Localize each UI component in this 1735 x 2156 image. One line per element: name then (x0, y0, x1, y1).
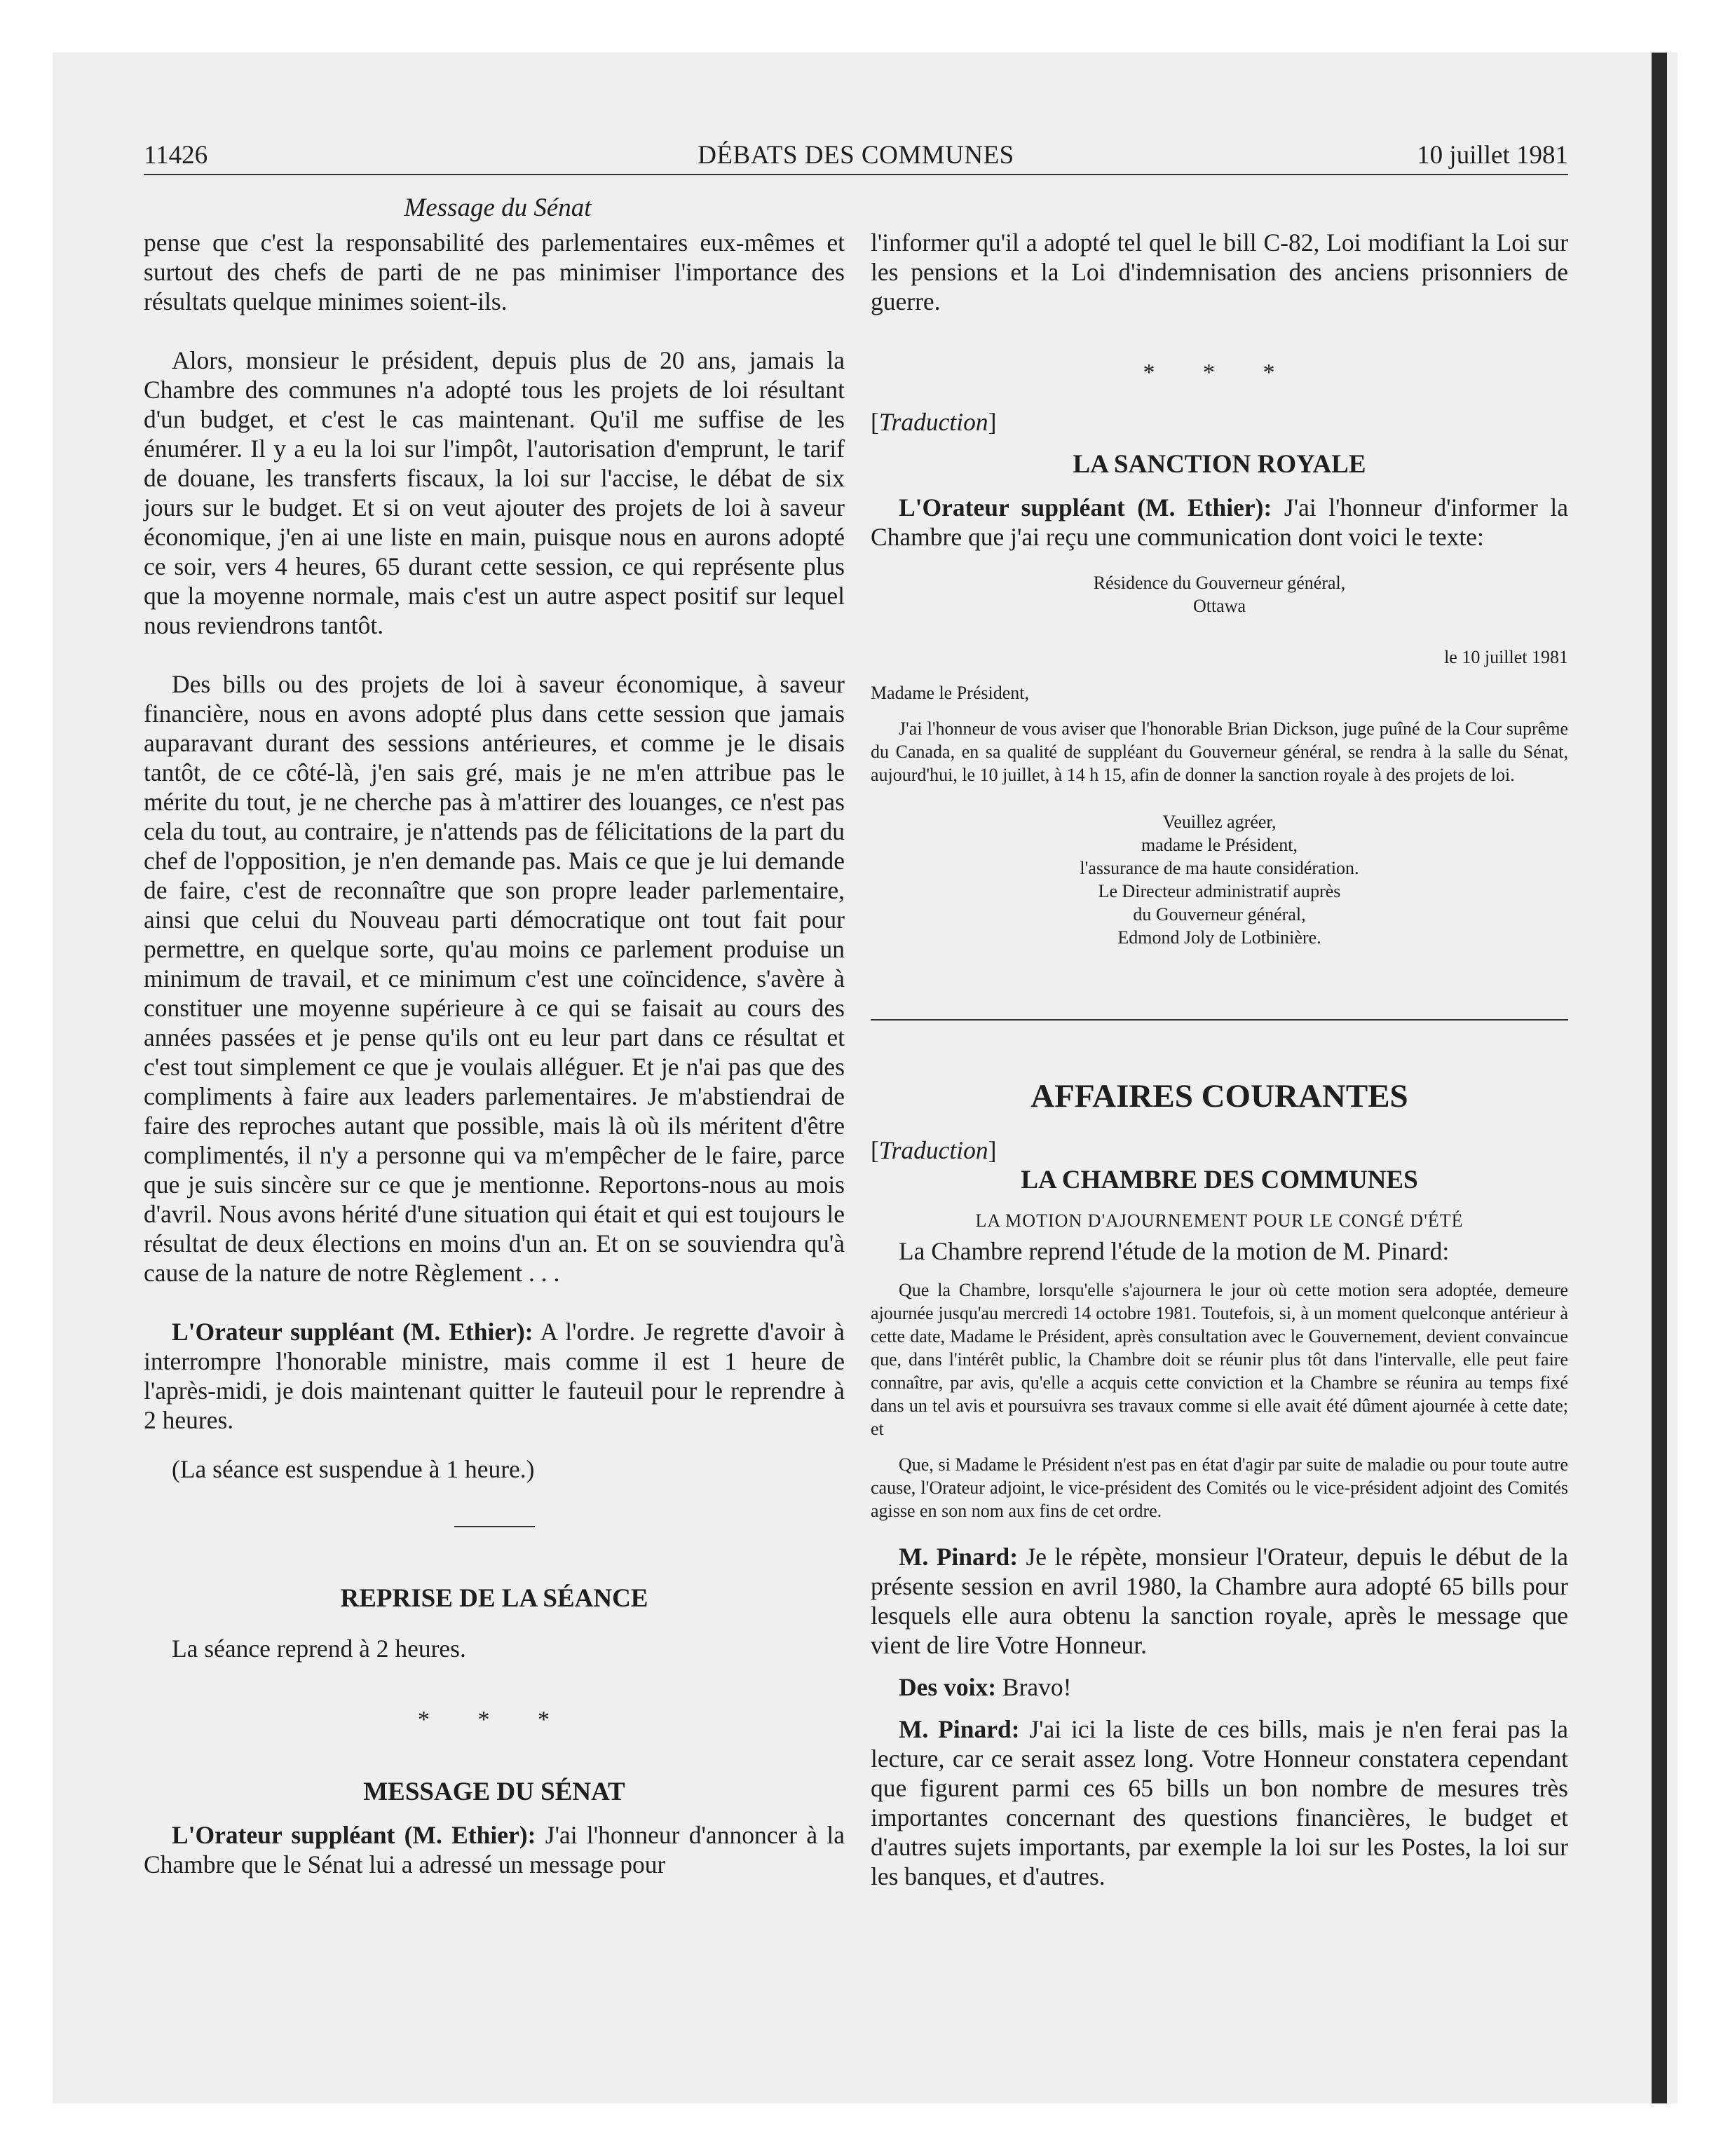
closing-line: Le Directeur administratif auprès (1098, 881, 1341, 901)
publication-title: DÉBATS DES COMMUNES (698, 141, 1014, 170)
letter-address-line: Résidence du Gouverneur général, (1093, 573, 1346, 593)
speaker-name: L'Orateur suppléant (M. Ethier): (172, 1821, 536, 1849)
paragraph (871, 1542, 1568, 1660)
speech-text: Bravo! (1002, 1673, 1072, 1701)
speaker-name: L'Orateur suppléant (M. Ethier): (172, 1318, 533, 1346)
paragraph: pense que c'est la responsabilité des parlementaires eux-mêmes et surtout des chefs de parti de ne pas minimiser l'importance des résultats quelque minimes soient-ils. (144, 228, 845, 315)
subheading: LA MOTION D'AJOURNEMENT POUR LE CONGÉ D'ÉTÉ (975, 1210, 1464, 1231)
section-stars: * * * (418, 1707, 571, 1733)
paragraph (871, 1714, 1568, 1891)
paragraph (144, 1317, 845, 1435)
paragraph (144, 1820, 845, 1879)
page-number: 11426 (144, 141, 208, 170)
section-divider (144, 1526, 845, 1527)
speech-text: J'ai ici la liste de ces bills, mais je n'en ferai pas la lecture, car ce serait assez long. Votre Honneur constatera cependant que figurent parmi ces 65 bills un bon nombre de mesures très importantes concernant des questions financières, le budget et d'autres sujets importants, par exemple la loi sur les Postes, la loi sur les banques, et d'autres. (871, 1715, 1568, 1890)
motion-paragraph: Que la Chambre, lorsqu'elle s'ajournera le jour où cette motion sera adoptée, demeure ajournée jusqu'au mercredi 14 octobre 1981. Toutefois, si, à un moment quelconque antérieur à cette date, Madame le Président, après consultation avec le Gouvernement, devient convaincue que, dans l'intérêt public, la Chambre doit se réunir plus tôt dans l'intervalle, elle peut faire connaître, par avis, qu'elle a acquis cette conviction et la Chambre se réunira au temps fixé dans un tel avis et poursuivra ses travaux comme si elle avait été dûment ajournée à cette date; et (871, 1280, 1568, 1439)
letter-closing (871, 810, 1568, 949)
speech-text: Je le répète, monsieur l'Orateur, depuis le début de la présente session en avril 1980, la Chambre aura adopté 65 bills pour lesquels elle aura obtenu la sanction royale, après le message que vient de lire Votre Honneur. (871, 1543, 1569, 1659)
closing-line: Edmond Joly de Lotbinière. (1117, 927, 1321, 948)
paragraph (871, 493, 1568, 552)
translation-label: Traduction (878, 408, 988, 436)
page-header (144, 140, 1568, 175)
letter-salutation: Madame le Président, (871, 683, 1029, 703)
speech-text: J'ai l'honneur d'annoncer à la Chambre que le Sénat lui a adressé un message pour (144, 1821, 845, 1878)
closing-line: l'assurance de ma haute considération. (1080, 858, 1359, 878)
speaker-name: Des voix: (899, 1673, 997, 1701)
closing-line: du Gouverneur général, (1133, 904, 1306, 925)
translation-label: Traduction (878, 1136, 988, 1164)
major-heading: AFFAIRES COURANTES (1030, 1078, 1408, 1114)
letter-body: J'ai l'honneur de vous aviser que l'honorable Brian Dickson, juge puîné de la Cour suprême du Canada, en sa qualité de suppléant du Gouverneur général, se rendra à la salle du Sénat, aujourd'hui, le 10 juillet, à 14 h 15, afin de donner la sanction royale à des projets de loi. (871, 718, 1568, 785)
paragraph: La séance reprend à 2 heures. (172, 1635, 466, 1663)
section-heading: LA CHAMBRE DES COMMUNES (1021, 1166, 1418, 1194)
right-column (871, 228, 1568, 1891)
speech-text: J'ai l'honneur d'informer la Chambre que j'ai reçu une communication dont voici le texte: (871, 493, 1569, 551)
header-date: 10 juillet 1981 (1417, 141, 1568, 170)
speaker-name: L'Orateur suppléant (M. Ethier): (899, 493, 1272, 521)
section-heading: REPRISE DE LA SÉANCE (340, 1584, 648, 1613)
paragraph: Alors, monsieur le président, depuis plus de 20 ans, jamais la Chambre des communes n'a adopté tous les projets de loi résultant d'un budget, et c'est le cas maintenant. Qu'il me suffise de les énumérer. Il y a eu la loi sur l'impôt, l'autorisation d'emprunt, le tarif de douane, les transferts fiscaux, la loi sur l'accise, le débat de six jours sur le budget. Et si on veut ajouter des projets de loi à saveur économique, j'en ai une liste en main, puisque nous en aurons adopté ce soir, vers 4 heures, 65 durant cette session, ce qui représente plus que la moyenne normale, mais c'est un autre aspect positif sur lequel nous reviendrons tantôt. (144, 346, 845, 639)
motion-text (871, 1278, 1568, 1522)
running-head: Message du Sénat (404, 193, 592, 222)
paragraph (871, 1672, 1568, 1702)
speaker-name: M. Pinard: (899, 1543, 1019, 1571)
section-divider (871, 1019, 1568, 1021)
paragraph: La Chambre reprend l'étude de la motion de M. Pinard: (899, 1237, 1450, 1265)
motion-paragraph: Que, si Madame le Président n'est pas en état d'agir par suite de maladie ou pour toute autre cause, l'Orateur adjoint, le vice-président des Comités ou le vice-président adjoint des Comités agisse en son nom aux fins de cet ordre. (871, 1454, 1568, 1521)
section-stars: * * * (1143, 360, 1296, 386)
left-column (144, 228, 845, 1879)
speech-text: A l'ordre. Je regrette d'avoir à interrompre l'honorable ministre, mais comme il est 1 heure de l'après-midi, je dois maintenant quitter le fauteuil pour le reprendre à 2 heures. (144, 1318, 845, 1434)
header-rule (144, 174, 1568, 175)
translation-note: [Traduction] (871, 408, 997, 436)
letter (871, 571, 1568, 949)
section-heading: LA SANCTION ROYALE (1073, 450, 1366, 479)
paragraph: Des bills ou des projets de loi à saveur économique, à saveur financière, nous en avons adopté plus dans cette session que jamais auparavant durant des sessions antérieures, et comme je le disais tantôt, de ce côté-là, j'en sais gré, mais je ne m'en attribue pas le mérite du tout, je ne cherche pas à m'attirer des louanges, ce n'est pas cela du tout, au contraire, je n'attends pas de félicitations de la part du chef de l'opposition, je n'en demande pas. Mais ce que je lui demande de faire, c'est de reconnaître que son propre leader parlementaire, ainsi que celui du Nouveau parti démocratique ont tout fait pour permettre, en quelque sorte, qu'au moins ce parlement produise un minimum de travail, et ce minimum c'est une coïncidence, s'avère à constituer une moyenne supérieure à ce qui se faisait au cours des années passées et je pense qu'ils ont eu leur part dans ce résultat et c'est tout simplement ce que je voulais alléguer. Et je n'ai pas que des compliments à faire aux leaders parlementaires. Je m'abstiendrai de faire des reproches autant que possible, mais là où ils méritent d'être complimentés, il n'y a personne qui va m'empêcher de le faire, parce que je suis sincère sur ce que je mentionne. Reportons-nous au mois d'avril. Nous avons hérité d'une situation qui était et qui est toujours le résultat de deux élections en moins d'un an. Et on se souviendra qu'à cause de la nature de notre Règlement . . . (144, 670, 845, 1287)
translation-note: [Traduction] (871, 1136, 997, 1164)
speaker-name: M. Pinard: (899, 1715, 1020, 1743)
letter-address-line: Ottawa (1192, 596, 1246, 616)
paragraph: l'informer qu'il a adopté tel quel le bill C-82, Loi modifiant la Loi sur les pensions et la Loi d'indemnisation des anciens prisonniers de guerre. (871, 228, 1568, 315)
closing-line: Veuillez agréer, (1162, 812, 1277, 832)
scan-edge-shadow (1652, 53, 1667, 2103)
closing-line: madame le Président, (1141, 835, 1298, 855)
section-heading: MESSAGE DU SÉNAT (363, 1778, 625, 1806)
letter-date: le 10 juillet 1981 (1444, 647, 1568, 667)
paragraph: (La séance est suspendue à 1 heure.) (172, 1455, 535, 1483)
